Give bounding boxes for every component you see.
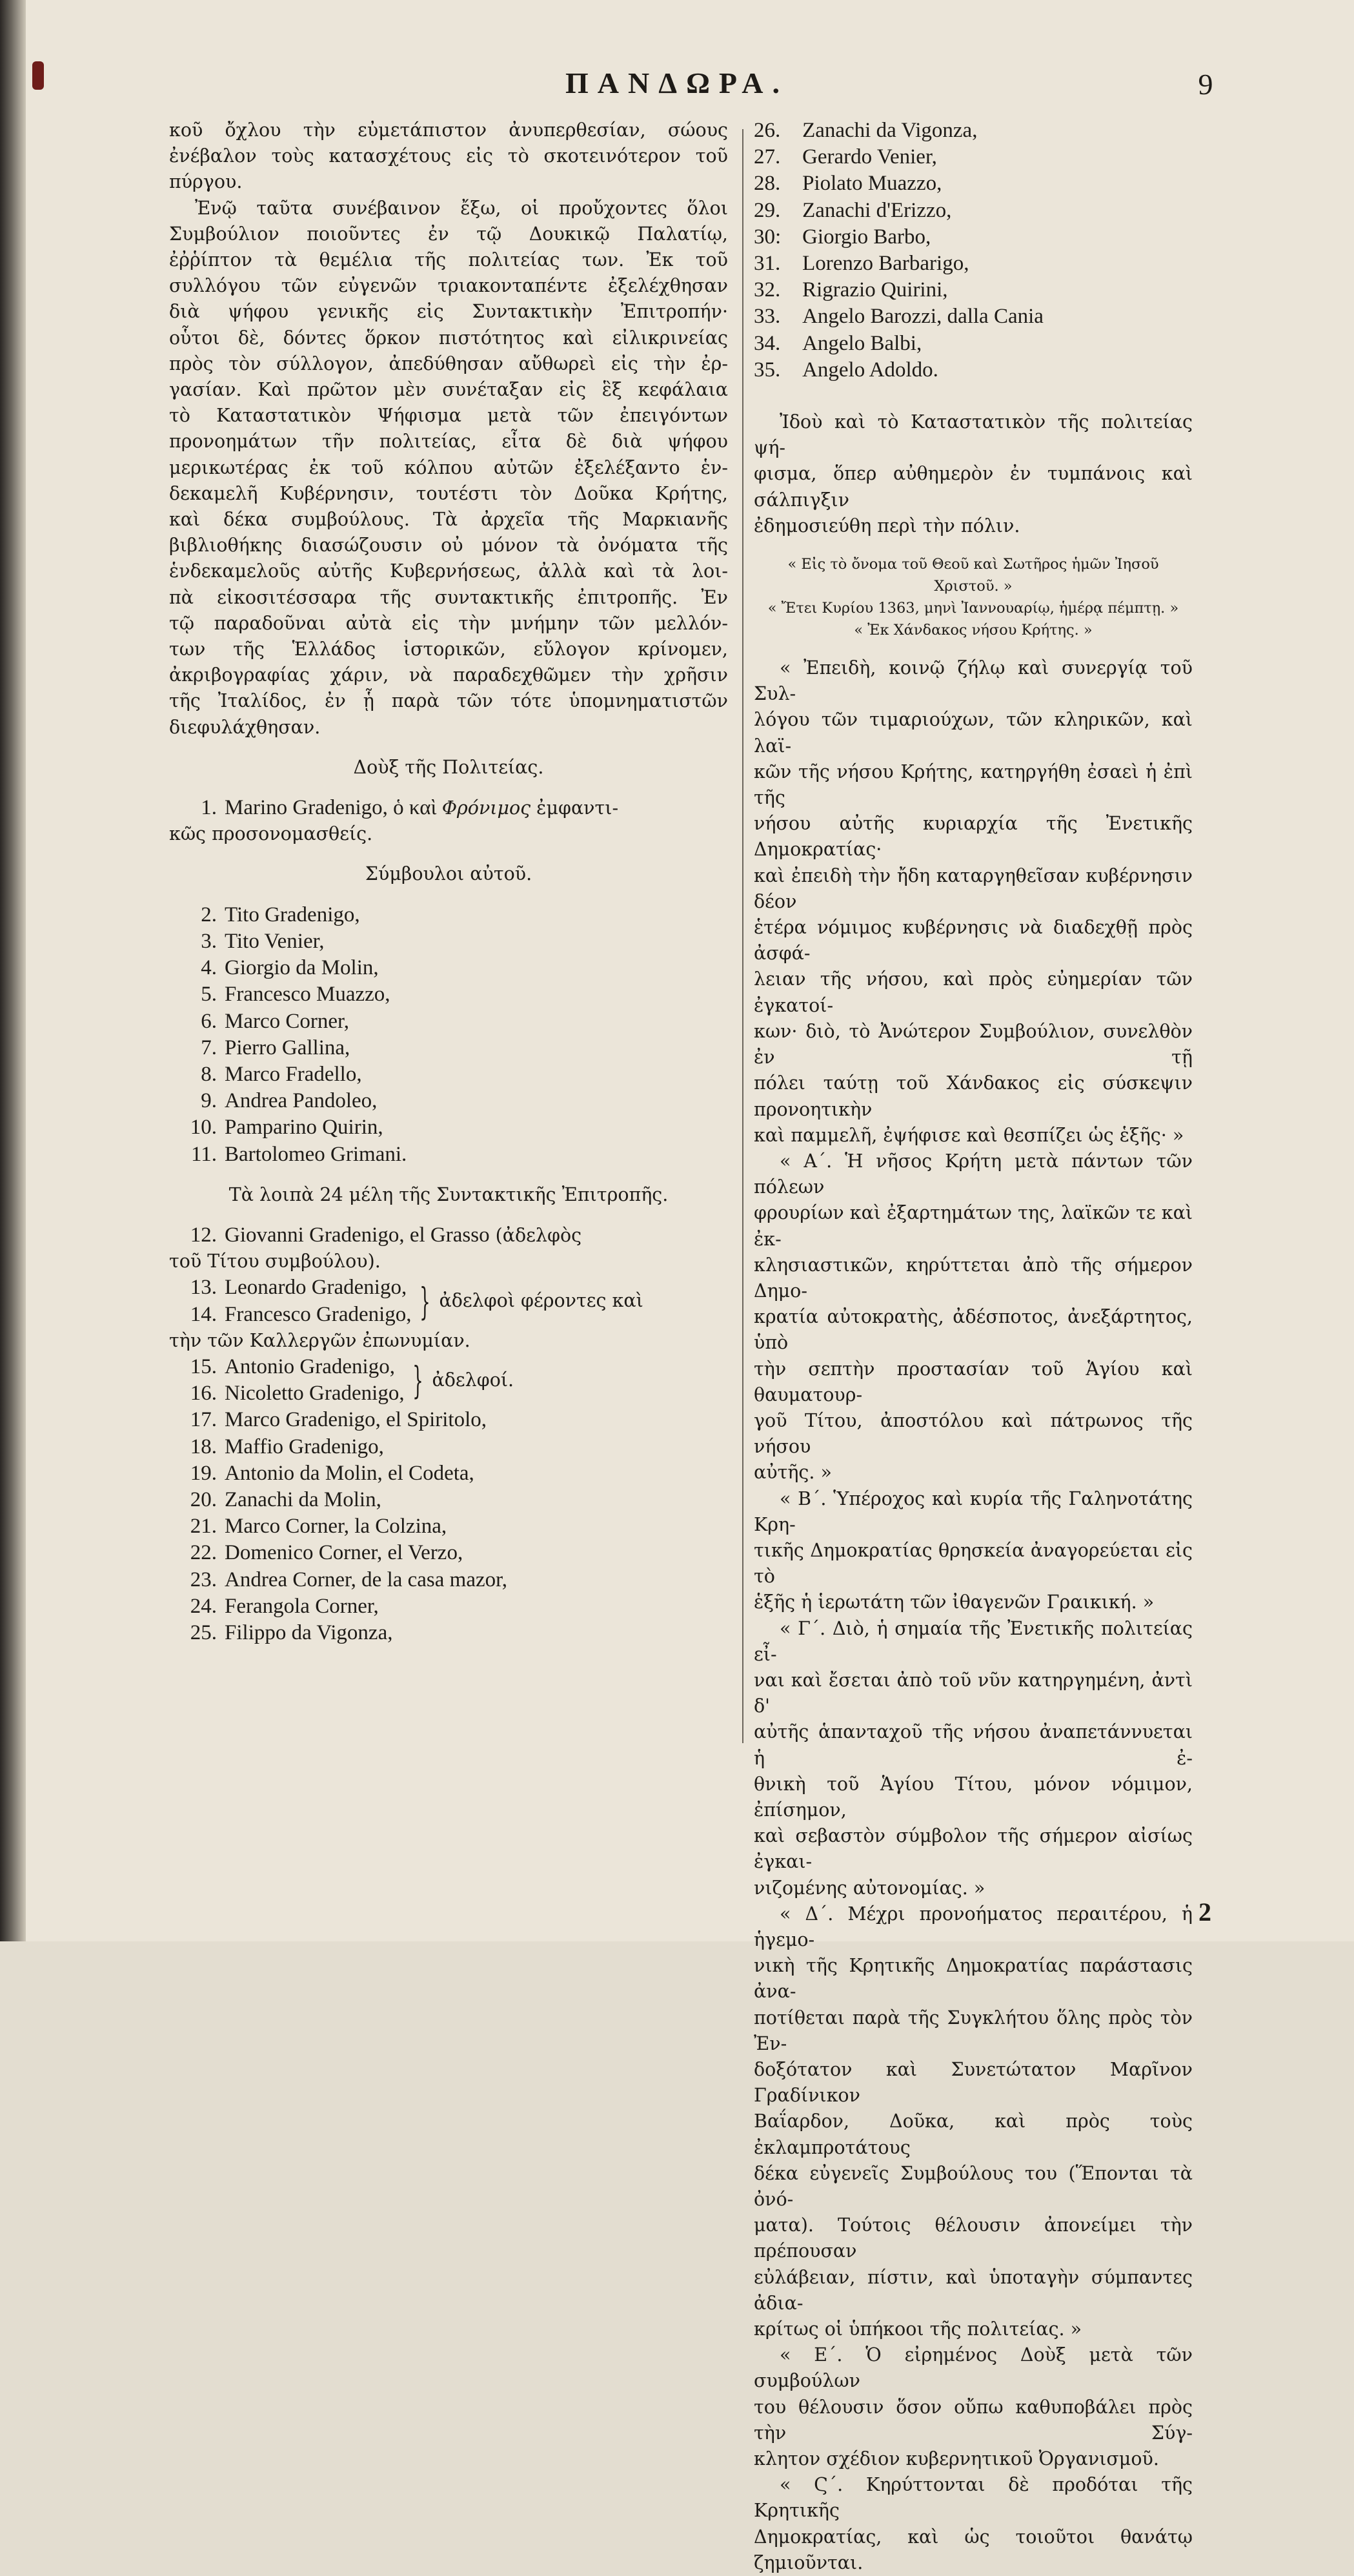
text-line: βιβλιοθήκης διασώζουσιν οὐ μόνον τὰ ὀνόματα τῆς — [169, 535, 728, 557]
entry-name: Filippo da Vigonza, — [225, 1620, 393, 1644]
list-item — [754, 118, 1193, 144]
text-line: Συμβούλιον ποιοῦντες ἐν τῷ Δουκικῷ Παλατίῳ, — [169, 223, 728, 245]
text-line: διὰ ψήφου γενικῆς εἰς Συντακτικὴν Ἐπιτροπήν· — [169, 301, 728, 323]
text-line: αὐτῆς ἁπανταχοῦ τῆς νήσου ἀναπετάννυεται ἡ ἐ- — [754, 1721, 1193, 1769]
list-item — [754, 357, 1193, 383]
column-rule — [742, 129, 743, 1743]
list-item — [169, 1088, 728, 1114]
entry-name: Antonio Gradenigo, — [225, 1354, 395, 1378]
text-line: νικὴ τῆς Κρητικῆς Δημοκρατίας παράστασις ἀνα- — [754, 1955, 1193, 2003]
entry-number: 24. — [190, 1594, 217, 1618]
text-line: φρουρίων καὶ ἐξαρτημάτων της, λαϊκῶν τε καὶ ἐκ- — [754, 1202, 1193, 1250]
list-item — [169, 1513, 728, 1540]
text-line: ἑτέρα νόμιμος κυβέρνησις νὰ διαδεχθῇ πρὸς ἀσφά- — [754, 917, 1193, 965]
entry-name: Marco Fradello, — [225, 1062, 362, 1086]
text-line: καὶ παμμελῆ, ἐψήφισε καὶ θεσπίζει ὡς ἑξῆς· » — [754, 1124, 1184, 1146]
entry-name: Tito Venier, — [225, 929, 325, 953]
entry-number: 15. — [190, 1354, 217, 1378]
entry-number: 30: — [754, 225, 782, 249]
entry-name: Bartolomeo Grimani. — [225, 1142, 407, 1166]
entry-name: Piolato Muazzo, — [802, 172, 942, 196]
text-line: « Ϛ΄. Κηρύττονται δὲ προδόται τῆς Κρητικῆς — [754, 2474, 1193, 2522]
text-line: νιζομένης αὐτονομίας. » — [754, 1877, 985, 1899]
list-item — [169, 1487, 728, 1513]
entry-name: Gerardo Venier, — [802, 145, 937, 169]
list-item — [169, 1141, 728, 1168]
text-line: συλλόγου τῶν εὐγενῶν τριακονταπέντε ἐξελέχθησαν — [169, 275, 728, 297]
list-item — [169, 1540, 728, 1566]
entry-number: 35. — [754, 358, 781, 382]
entry-number: 1. — [201, 796, 217, 820]
entry-name: Angelo Barozzi, dalla Cania — [802, 305, 1044, 329]
entry-name: Giorgio da Molin, — [225, 956, 379, 980]
entry-name: Marco Corner, — [225, 1009, 349, 1033]
text-line: πὰ εἰκοσιτέσσαρα τῆς συντακτικῆς ἐπιτροπῆς. Ἐν — [169, 586, 728, 608]
entry-number: 21. — [190, 1515, 217, 1538]
entry-name: Angelo Adoldo. — [802, 358, 938, 382]
running-title: ΠΑΝΔΩΡΑ. — [565, 66, 789, 99]
entry-name: Zanachi d'Erizzo, — [802, 198, 952, 222]
list-item — [754, 224, 1193, 250]
text-line: προνοημάτων τῆν πολιτείας, εἶτα δὲ διὰ ψήφου — [169, 431, 728, 453]
text-line: τῆς Ἰταλίδος, ἐν ᾗ παρὰ τῶν τότε ὑπομνηματιστῶν — [169, 690, 728, 712]
text-line: διεφυλάχθησαν. — [169, 716, 321, 738]
signature-mark: 2 — [1198, 1897, 1211, 1927]
list-item — [169, 1567, 728, 1593]
brace-icon: } — [419, 1279, 430, 1324]
text-line: ἐδημοσιεύθη περὶ τὴν πόλιν. — [754, 515, 1020, 537]
entry-number: 6. — [201, 1009, 217, 1033]
entry-name: Giorgio Barbo, — [802, 225, 931, 249]
list-item — [754, 198, 1193, 224]
text-line: καὶ σεβαστὸν σύμβολον τῆς σήμερον αἰσίως ἐγκαι- — [754, 1825, 1193, 1873]
text-line: κῶς προσονομασθείς. — [169, 823, 373, 845]
text-line: καὶ ἐπειδὴ τὴν ἤδη καταργηθεῖσαν κυβέρνησιν δέον — [754, 864, 1193, 912]
entry-name: Marino Gradenigo, ὁ καὶ — [225, 796, 442, 820]
text-line: κλητον σχέδιον κυβερνητικοῦ Ὀργανισμοῦ. — [754, 2448, 1159, 2470]
text-line: « Ε΄. Ὁ εἰρημένος Δοὺξ μετὰ τῶν συμβούλων — [754, 2344, 1193, 2392]
text-line: φισμα, ὅπερ αὐθημερὸν ἐν τυμπάνοις καὶ σάλπιγξιν — [754, 463, 1193, 511]
text-line: δοξότατον καὶ Συνετώτατον Μαρῖνον Γραδίνικον — [754, 2059, 1193, 2107]
list-item — [169, 902, 728, 928]
entry-name: Marco Gradenigo, el Spiritolo, — [225, 1408, 487, 1432]
list-item — [169, 928, 728, 955]
entry-name: Francesco Gradenigo, — [225, 1302, 412, 1326]
list-item — [169, 1302, 412, 1328]
entry-name: Pierro Gallina, — [225, 1036, 350, 1059]
invocation-line: « Ἔτει Κυρίου 1363, μηνὶ Ἰαννουαρίῳ, ἡμέρᾳ πέμπτῃ. » — [767, 600, 1179, 617]
entry-number: 33. — [754, 305, 781, 329]
text-line: δέκα εὐγενεῖς Συμβούλους του (Ἕπονται τὰ ὀνό- — [754, 2162, 1193, 2211]
doge-note: ἐμφαντι- — [530, 797, 619, 819]
entry-number: 5. — [201, 983, 217, 1007]
entry-name: Andrea Pandoleo, — [225, 1089, 378, 1113]
list-item — [169, 955, 728, 981]
text-line: ποτίθεται παρὰ τῆς Συγκλήτου ὅλης πρὸς τὸν Ἐν- — [754, 2007, 1193, 2054]
text-line: τὴν τῶν Καλλεργῶν ἐπωνυμίαν. — [169, 1329, 470, 1351]
entry-name: Antonio da Molin, el Codeta, — [225, 1461, 474, 1485]
text-line: δεκαμελῆ Κυβέρνησιν, τουτέστι τὸν Δοῦκα Κρήτης, — [169, 482, 728, 504]
entry-name: Zanachi da Molin, — [225, 1487, 381, 1511]
list-item — [169, 1008, 728, 1035]
text-line: εὐλάβειαν, πίστιν, καὶ ὑποταγὴν σύμπαντες ἀδια- — [754, 2266, 1193, 2314]
text-line: ἐῤῥίπτον τὰ θεμέλια τῆς πολιτείας των. Ἐκ τοῦ — [169, 249, 728, 271]
entry-name: Angelo Balbi, — [802, 331, 922, 355]
text-line: κων· διὸ, τὸ Ἀνώτερον Συμβούλιον, συνελθὸν ἐν τῇ — [754, 1020, 1193, 1068]
list-item — [169, 1354, 405, 1380]
text-line: ἀκριβογραφίας χάριν, νὰ παραδεχθῶμεν τὴν χρῆσιν — [169, 664, 728, 686]
entry-number: 17. — [190, 1408, 217, 1432]
binding-edge — [0, 0, 26, 1941]
entry-name: Leonardo Gradenigo, — [225, 1276, 407, 1300]
text-line: Ἰδοὺ καὶ τὸ Καταστατικὸν τῆς πολιτείας ψή- — [754, 411, 1193, 459]
councillors-heading: Σύμβουλοι αὐτοῦ. — [365, 863, 532, 885]
entry-note: (ἀδελφὸς — [489, 1224, 582, 1246]
entry-number: 16. — [190, 1382, 217, 1406]
text-line: Δημοκρατίας, καὶ ὡς τοιοῦτοι θανάτῳ ζημιοῦνται. — [754, 2526, 1193, 2573]
list-item — [169, 1460, 728, 1487]
list-item — [169, 1061, 728, 1088]
entry-number: 2. — [201, 903, 217, 926]
text-line: νήσου αὐτῆς κυριαρχία τῆς Ἐνετικῆς Δημοκρατίας· — [754, 813, 1193, 861]
text-line: « Α΄. Ἡ νῆσος Κρήτη μετὰ πάντων τῶν πόλεων — [754, 1150, 1193, 1198]
entry-number: 10. — [190, 1116, 217, 1140]
text-line: καὶ δέκα συμβούλους. Τὰ ἀρχεῖα τῆς Μαρκιανῆς — [169, 509, 728, 531]
list-item — [169, 981, 728, 1008]
list-item — [169, 1222, 728, 1249]
entry-number: 19. — [190, 1461, 217, 1485]
entry-number: 9. — [201, 1089, 217, 1113]
text-line: ἐνέβαλον τοὺς κατασχέτους εἰς τὸ σκοτεινότερον τοῦ — [169, 145, 728, 167]
entry-number: 29. — [754, 198, 781, 222]
text-line: λόγου τῶν τιμαριούχων, τῶν κληρικῶν, καὶ λαϊ- — [754, 709, 1193, 757]
list-item — [169, 1114, 728, 1141]
doge-entry — [169, 795, 728, 821]
bracket-group — [169, 1274, 728, 1327]
entry-name: Giovanni Gradenigo, el Grasso — [225, 1223, 490, 1247]
text-line: πόλει ταύτῃ τοῦ Χάνδακος εἰς σύσκεψιν προνοητικὴν — [754, 1072, 1193, 1120]
text-line: « Β΄. Ὑπέροχος καὶ κυρία τῆς Γαληνοτάτης Κρη- — [754, 1487, 1193, 1535]
entry-number: 20. — [190, 1487, 217, 1511]
right-column — [754, 118, 1193, 2576]
entry-name: Francesco Muazzo, — [225, 983, 390, 1007]
bracket-note: ἀδελφοί. — [432, 1369, 514, 1391]
text-line: τὸ Καταστατικὸν Ψήφισμα μετὰ τῶν ἐπειγόντων — [169, 405, 728, 427]
doge-epithet: Φρόνιμος — [441, 797, 531, 819]
text-line: του θέλουσιν ὅσον οὔπω καθυποβάλει πρὸς τὴν Σύγ- — [754, 2396, 1193, 2444]
entry-number: 12. — [190, 1223, 217, 1247]
entry-name: Zanachi da Vigonza, — [802, 119, 978, 142]
entry-number: 34. — [754, 331, 781, 355]
others-heading: Τὰ λοιπὰ 24 μέλη τῆς Συντακτικῆς Ἐπιτροπῆς. — [228, 1183, 669, 1205]
text-line: θνικὴ τοῦ Ἁγίου Τίτου, μόνον νόμιμον, ἐπίσημον, — [754, 1773, 1193, 1821]
bracket-note: ἀδελφοὶ φέροντες καὶ — [439, 1290, 643, 1312]
list-item — [169, 1620, 728, 1646]
list-item — [169, 1035, 728, 1061]
text-line: ναι καὶ ἔσεται ἀπὸ τοῦ νῦν κατηργημένη, ἀντὶ δ' — [754, 1669, 1193, 1717]
text-line: γοῦ Τίτου, ἀποστόλου καὶ πάτρωνος τῆς νήσου — [754, 1409, 1193, 1458]
list-item — [169, 1434, 728, 1460]
list-item — [754, 170, 1193, 197]
entry-number: 23. — [190, 1568, 217, 1591]
text-line: γασίαν. Καὶ πρῶτον μὲν συνέταξαν εἰς ἓξ κεφάλαια — [169, 379, 728, 401]
text-line: κοῦ ὄχλου τὴν εὐμετάπιστον ἀνυπερθεσίαν, σώους — [169, 119, 728, 141]
text-line: πρὸς τὸν σύλλογον, ἀπεδύθησαν αὔθωρεὶ εἰς τὴν ἐρ- — [169, 353, 728, 374]
text-line: των τῆς Ἑλλάδος ἱστορικῶν, εὔλογον κρίνομεν, — [169, 639, 728, 660]
text-line: « Δ΄. Μέχρι προνοήματος περαιτέρου, ἡ ἡγεμο- — [754, 1903, 1193, 1950]
text-line: κρατία αὐτοκρατὴς, ἀδέσποτος, ἀνεξάρτητος, ὑπὸ — [754, 1306, 1193, 1354]
list-item — [169, 1407, 728, 1433]
entry-number: 32. — [754, 278, 781, 302]
entry-name: Domenico Corner, el Verzo, — [225, 1541, 463, 1565]
entry-name: Nicoletto Gradenigo, — [225, 1382, 405, 1406]
entry-number: 31. — [754, 252, 781, 276]
text-line: « Ἐπειδὴ, κοινῷ ζήλῳ καὶ συνεργίᾳ τοῦ Συλ- — [754, 657, 1193, 705]
text-line: πύργου. — [169, 171, 243, 193]
text-line: κρίτως οἱ ὑπήκοοι τῆς πολιτείας. » — [754, 2318, 1082, 2340]
list-item — [169, 1593, 728, 1620]
entry-number: 27. — [754, 145, 781, 169]
entry-number: 4. — [201, 956, 217, 980]
entry-name: Lorenzo Barbarigo, — [802, 252, 969, 276]
list-item — [754, 303, 1193, 330]
entry-number: 22. — [190, 1541, 217, 1565]
text-line: Ἐνῷ ταῦτα συνέβαινον ἔξω, οἱ προὔχοντες ὅλοι — [195, 197, 728, 219]
text-line: Βαΐαρδον, Δοῦκα, καὶ πρὸς τοὺς ἐκλαμπροτάτους — [754, 2111, 1193, 2158]
text-line: ἑξῆς ἡ ἱερωτάτη τῶν ἰθαγενῶν Γραικική. » — [754, 1591, 1155, 1613]
list-item — [754, 144, 1193, 170]
list-item — [754, 331, 1193, 357]
entry-number: 11. — [190, 1142, 217, 1166]
text-line: λειαν τῆς νήσου, καὶ πρὸς εὐημερίαν τῶν ἐγκατοί- — [754, 968, 1193, 1016]
entry-name: Andrea Corner, de la casa mazor, — [225, 1568, 508, 1591]
entry-number: 26. — [754, 119, 781, 142]
invocation-line: « Εἰς τὸ ὄνομα τοῦ Θεοῦ καὶ Σωτῆρος ἡμῶν Ἰησοῦ Χριστοῦ. » — [787, 556, 1159, 595]
text-line: κῶν τῆς νήσου Κρήτης, κατηργήθη ἐσαεὶ ἡ ἐπὶ τῆς — [754, 761, 1193, 809]
entry-number: 7. — [201, 1036, 217, 1059]
entry-number: 8. — [201, 1062, 217, 1086]
list-item — [754, 277, 1193, 303]
brace-icon: } — [412, 1358, 423, 1403]
entry-number: 18. — [190, 1435, 217, 1458]
entry-name: Pamparino Quirin, — [225, 1116, 383, 1140]
text-line: « Γ΄. Διὸ, ἡ σημαία τῆς Ἐνετικῆς πολιτείας εἶ- — [754, 1617, 1193, 1665]
text-line: τὴν σεπτὴν προστασίαν τοῦ Ἁγίου καὶ θαυματουρ- — [754, 1358, 1193, 1406]
text-line: μερικωτέρας ἐκ τοῦ κόλπου αὐτῶν ἐξελέξαντο ἑν- — [169, 456, 728, 478]
text-line: οὗτοι δὲ, δόντες ὅρκον πιστότητος καὶ εἰλικρινείας — [169, 327, 728, 349]
entry-name: Marco Corner, la Colzina, — [225, 1515, 447, 1538]
doge-heading: Δοὺξ τῆς Πολιτείας. — [353, 756, 544, 778]
list-item — [754, 250, 1193, 277]
list-item — [169, 1380, 405, 1407]
list-item — [169, 1274, 412, 1301]
text-line: τικῆς Δημοκρατίας θρησκεία ἀναγορεύεται εἰς τὸ — [754, 1539, 1193, 1588]
entry-number: 14. — [190, 1302, 217, 1326]
page-number: 9 — [1198, 68, 1213, 101]
text-line: τοῦ Τίτου συμβούλου). — [169, 1251, 381, 1273]
entry-name: Rigrazio Quirini, — [802, 278, 948, 302]
entry-number: 28. — [754, 172, 781, 196]
text-line: ἑνδεκαμελοῦς αὐτῆς Κυβερνήσεως, ἀλλὰ καὶ τὰ λοι- — [169, 560, 728, 582]
entry-number: 25. — [190, 1620, 217, 1644]
entry-name: Tito Gradenigo, — [225, 903, 360, 926]
left-column — [169, 118, 728, 1646]
bracket-group — [169, 1354, 728, 1407]
entry-name: Maffio Gradenigo, — [225, 1435, 384, 1458]
entry-name: Ferangola Corner, — [225, 1594, 379, 1618]
invocation-line: « Ἐκ Χάνδακος νήσου Κρήτης. » — [854, 622, 1093, 639]
entry-number: 13. — [190, 1276, 217, 1300]
text-line: τῷ παραδοῦναι αὐτὰ εἰς τὴν μνήμην τῶν μελλόν- — [169, 612, 728, 634]
text-line: κλησιαστικῶν, κηρύττεται ἀπὸ τῆς σήμερον Δημο- — [754, 1254, 1193, 1302]
text-line: αὐτῆς. » — [754, 1462, 832, 1484]
text-line: ματα). Τούτοις θέλουσιν ἀπονείμει τὴν πρέπουσαν — [754, 2214, 1193, 2262]
entry-number: 3. — [201, 929, 217, 953]
